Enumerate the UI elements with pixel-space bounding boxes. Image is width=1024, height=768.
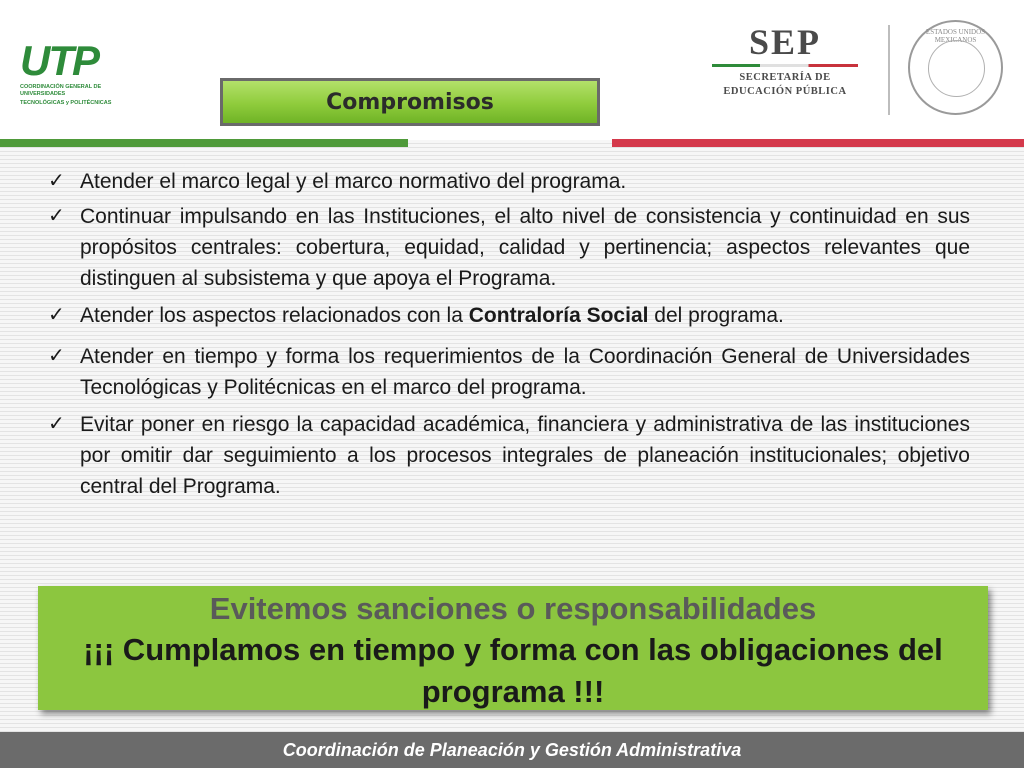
footer-bar	[0, 732, 1024, 768]
list-item	[48, 341, 970, 403]
check-icon: ✓	[48, 170, 65, 192]
slide-title: Compromisos	[326, 89, 494, 115]
header-bar-red	[612, 139, 1024, 147]
list-item-emphasis: Contraloría Social	[468, 304, 649, 327]
banner-line-1: Evitemos sanciones o responsabilidades	[209, 591, 817, 626]
check-icon: ✓	[48, 413, 65, 435]
check-icon: ✓	[48, 345, 65, 367]
sep-logo-stripe	[712, 64, 858, 67]
list-item	[48, 409, 970, 502]
utp-logo-mark: UTP	[20, 37, 98, 84]
seal-emblem	[928, 40, 985, 97]
footer-text: Coordinación de Planeación y Gestión Administrativa	[282, 739, 742, 760]
utp-logo-subtitle-1: COORDINACIÓN GENERAL DE UNIVERSIDADES	[20, 84, 102, 97]
list-item-text: Atender en tiempo y forma los requerimientos de la Coordinación General de Universidades Tecnológicas y Politécnicas en el marco del programa.	[80, 345, 970, 399]
list-item	[48, 201, 970, 294]
list-item-text: Evitar poner en riesgo la capacidad académica, financiera y administrativa de las instituciones por omitir dar seguimiento a los procesos integrales de planeación institucionales; objetivo central del Programa.	[80, 413, 970, 498]
mexico-seal-icon	[908, 20, 1003, 115]
seal-text: ESTADOS UNIDOS MEXICANOS	[925, 28, 986, 44]
commitments-list	[48, 166, 970, 502]
sep-logo-line-2: EDUCACIÓN PÚBLICA	[723, 86, 847, 97]
check-icon: ✓	[48, 205, 65, 227]
header-bar-green	[0, 139, 408, 147]
sep-logo-mark: SEP	[748, 22, 822, 62]
list-item	[48, 166, 970, 197]
list-item-text: Atender los aspectos relacionados con la	[80, 304, 469, 327]
title-box	[220, 78, 600, 126]
callout-banner	[38, 586, 988, 710]
list-item-text: del programa.	[648, 304, 784, 327]
check-icon: ✓	[48, 304, 65, 326]
utp-logo	[20, 37, 130, 106]
list-item-text: Continuar impulsando en las Instituciones, el alto nivel de consistencia y continuidad en sus propósitos centrales: cobertura, equidad, calidad y pertinencia; aspectos relevantes que distinguen al subsistema y que apoya el Programa.	[80, 205, 970, 290]
banner-line-2: ¡¡¡ Cumplamos en tiempo y forma con las obligaciones del programa !!!	[83, 632, 943, 709]
utp-logo-subtitle-2: TECNOLÓGICAS y POLITÉCNICAS	[20, 100, 112, 106]
sep-logo-line-1: SECRETARÍA DE	[739, 72, 831, 83]
sep-logo	[700, 22, 870, 112]
list-item-text: Atender el marco legal y el marco normativo del programa.	[80, 170, 627, 193]
list-item	[48, 300, 970, 331]
header-divider	[888, 25, 890, 115]
